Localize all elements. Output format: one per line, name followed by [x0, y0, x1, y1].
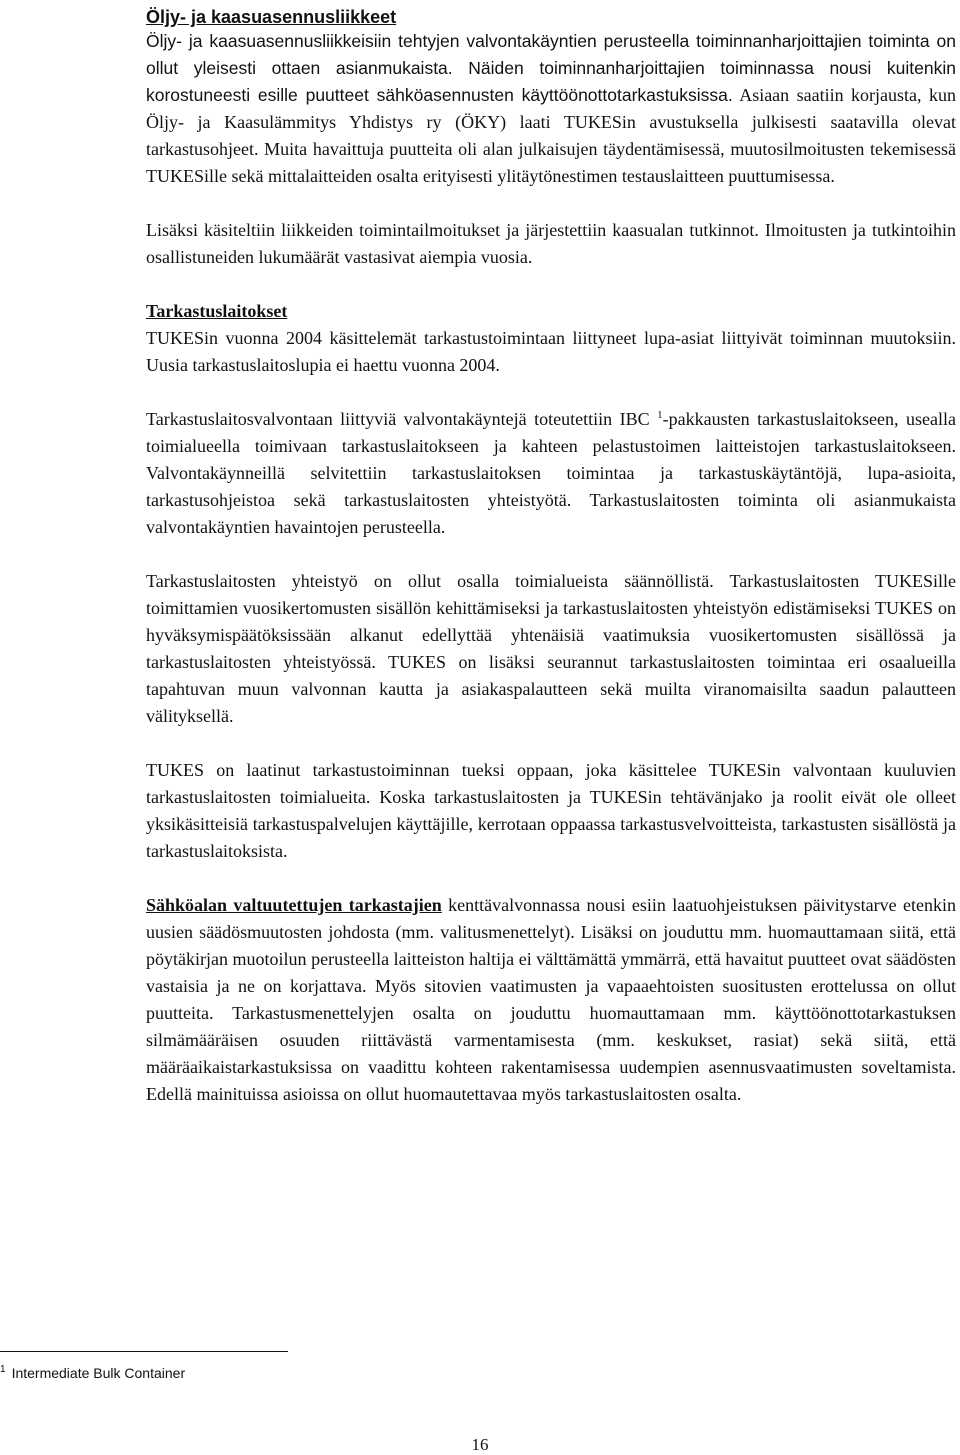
paragraph-oil-gas-1 — [146, 28, 956, 190]
footnote-separator — [0, 1351, 288, 1352]
page-number: 16 — [471, 1435, 489, 1454]
paragraph-inspection-3: Tarkastuslaitosten yhteistyö on ollut osalla toimialueista säännöllistä. Tarkastuslaitosten TUKESille toimittamien vuosikertomusten sisällön kehittämiseksi ja tarkastuslaitosten yhteistyön edistämiseksi TUKES on hyväksymispäätöksissään alkanut edellyttää yhtenäisiä vaatimuksia vuosikertomusten sisällössä ja tarkastuslaitosten yhteistyössä. TUKES on lisäksi seurannut tarkastuslaitosten toimintaa eri osaalueilla tapahtuvan muun valvonnan kautta ja asiakaspalautteen sekä muilta viranomaisilta saadun palautteen välityksellä. — [146, 571, 956, 726]
paragraph-gap — [146, 190, 956, 217]
paragraph-inspection-1: TUKESin vuonna 2004 käsittelemät tarkastustoimintaan liittyneet lupa-asiat liittyivät toiminnan muutoksiin. Uusia tarkastuslaitoslupia ei haettu vuonna 2004. — [146, 328, 956, 375]
document-page — [146, 6, 956, 1108]
footnote-reference: 1 — [657, 409, 663, 421]
footnote — [0, 1364, 185, 1382]
paragraph-oil-gas-1-sans-text: Öljy- ja kaasuasennusliikkeisiin tehtyjen valvontakäyntien perusteella toiminnanharjoittajien toiminta on ollut yleisesti ottaen asianmukaista. Näiden toiminnanharjoittajien toiminnassa nousi kuitenkin korostuneesti esille puutteet sähköasennusten käyttöönottotarkastuksissa. — [146, 31, 956, 105]
section-heading-oil-gas: Öljy- ja kaasuasennusliikkeet — [146, 7, 397, 27]
footnote-text: Intermediate Bulk Container — [11, 1365, 186, 1381]
paragraph-oil-gas-1-serif-text: Asiaan saatiin korjausta, kun Öljy- ja Kaasulämmitys Yhdistys ry (ÖKY) laati TUKESin avustuksella julkisesti saatavilla olevat tarkastusohjeet. Muita havaittuja puutteita oli alan julkaisujen täydentämisessä, muutosilmoitusten tekemisessä TUKESille sekä mittalaitteiden osalta erityisesti ylitäytönestimen testauslaitteen puuttumisessa. — [146, 85, 956, 186]
paragraph-gap — [146, 271, 956, 298]
paragraph-gap — [146, 865, 956, 892]
paragraph-gap — [146, 730, 956, 757]
footnote-marker: 1 — [0, 1364, 6, 1375]
paragraph-inspection-2-text-b: -pakkausten tarkastuslaitokseen, usealla toimialueella toimivaan tarkastuslaitokseen ja kahteen pelastustoimen laitteistojen tarkastuslaitokseen. Valvontakäynneillä selvitettiin tarkastuslaitoksen toimintaa ja tarkastuskäytäntöjä, lupa-asioita, tarkastusohjeistoa sekä tarkastuslaitosten yhteistyötä. Tarkastuslaitosten toiminta oli asianmukaista valvontakäyntien havaintojen perusteella. — [146, 409, 957, 537]
paragraph-electrical — [146, 892, 956, 1108]
section-heading-inspection: Tarkastuslaitokset — [146, 301, 288, 321]
paragraph-inspection-2 — [146, 406, 956, 541]
paragraph-inspection-2-text-a: Tarkastuslaitosvalvontaan liittyviä valvontakäyntejä toteutettiin IBC — [146, 409, 658, 429]
paragraph-oil-gas-2: Lisäksi käsiteltiin liikkeiden toimintailmoitukset ja järjestettiin kaasualan tutkinnot. Ilmoitusten ja tutkintoihin osallistuneiden lukumäärät vastasivat aiempia vuosia. — [146, 220, 956, 267]
section-heading-electrical: Sähköalan valtuutettujen tarkastajien — [146, 895, 442, 915]
paragraph-inspection-4: TUKES on laatinut tarkastustoiminnan tueksi oppaan, joka käsittelee TUKESin valvontaan kuuluvien tarkastuslaitosten toimialueita. Koska tarkastuslaitosten ja TUKESin tehtävänjako ja roolit eivät ole olleet yksikäsitteisiä tarkastuspalvelujen käyttäjille, kerrotaan oppaassa tarkastusvelvoitteista, tarkastusten sisällöstä ja tarkastuslaitoksista. — [146, 760, 956, 861]
paragraph-gap — [146, 541, 956, 568]
paragraph-gap — [146, 379, 956, 406]
paragraph-electrical-text: kenttävalvonnassa nousi esiin laatuohjeistuksen päivitystarve etenkin uusien säädösmuutosten johdosta (mm. valitusmenettelyt). Lisäksi on jouduttu mm. huomauttamaan siitä, että pöytäkirjan muotoilun perusteella laitteiston haltija ei välttämättä ymmärrä, että havaitut puutteet ovat säädösten vastaisia ja ne on korjattava. Myös sitovien vaatimusten ja vapaaehtoisten suositusten erottelussa on ollut puutteita. Tarkastusmenettelyjen osalta on jouduttu huomauttamaan mm. käyttöönottotarkastuksen silmämääräisen osuuden riittävästä varmentamisesta (mm. keskukset, rasiat) sekä siitä, että määräaikaistarkastuksissa on vaadittu kohteen rakentamisessa uudempien asennusvaatimusten soveltamista. Edellä mainituissa asioissa on ollut huomautettavaa myös tarkastuslaitosten osalta. — [146, 895, 956, 1104]
